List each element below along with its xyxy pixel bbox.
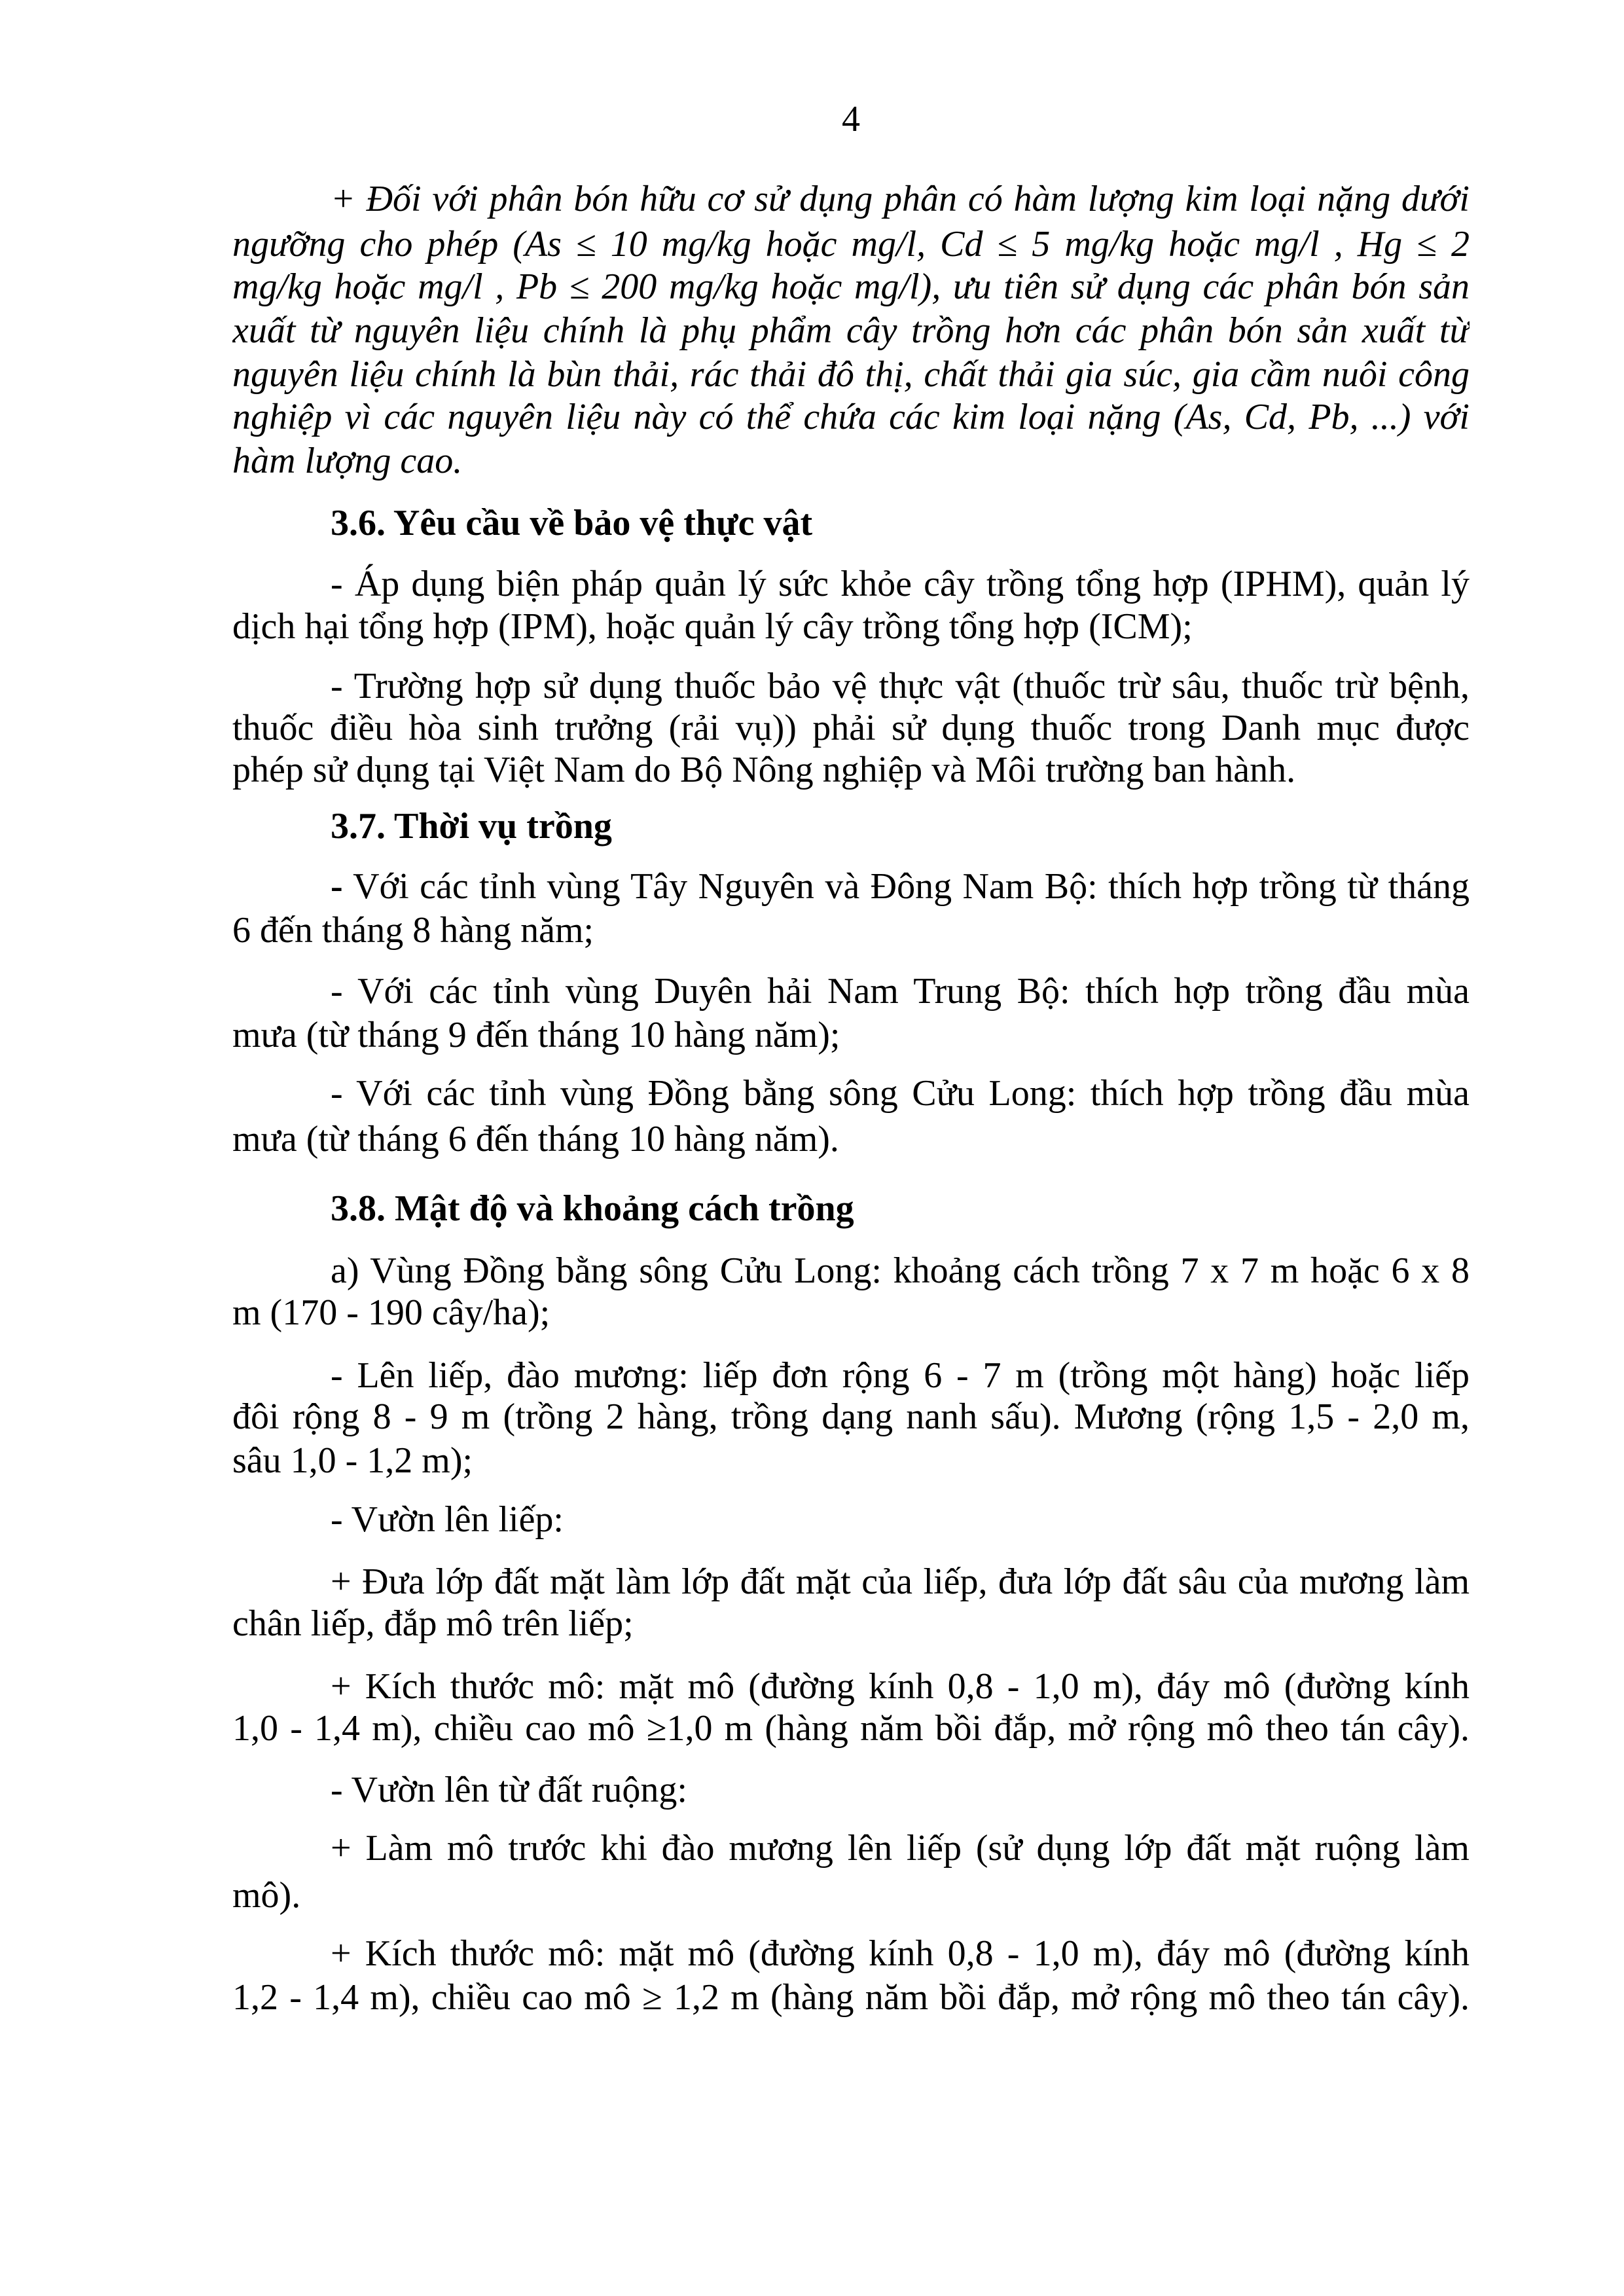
text-line: mg/kg hoặc mg/l , Pb ≤ 200 mg/kg hoặc mg/l), ưu tiên sử dụng các phân bón sản bbox=[232, 266, 1470, 307]
bold-dash: - bbox=[331, 866, 343, 907]
text-line: - Lên liếp, đào mương: liếp đơn rộng 6 - 7 m (trồng một hàng) hoặc liếp bbox=[331, 1355, 1470, 1396]
text-line: hàm lượng cao. bbox=[232, 441, 463, 481]
text-line: - Áp dụng biện pháp quản lý sức khỏe cây trồng tổng hợp (IPHM), quản lý bbox=[331, 564, 1470, 604]
text-line: 1,0 - 1,4 m), chiều cao mô ≥1,0 m (hàng năm bồi đắp, mở rộng mô theo tán cây). bbox=[232, 1708, 1470, 1749]
text-line-rest: Với các tỉnh vùng Tây Nguyên và Đông Nam Bộ: thích hợp trồng từ tháng bbox=[342, 866, 1470, 907]
text-line: 1,2 - 1,4 m), chiều cao mô ≥ 1,2 m (hàng năm bồi đắp, mở rộng mô theo tán cây). bbox=[232, 1977, 1470, 2018]
text-line: mưa (từ tháng 6 đến tháng 10 hàng năm). bbox=[232, 1119, 839, 1159]
paragraph-paddy-garden: - Vườn lên từ đất ruộng: bbox=[331, 1770, 687, 1810]
text-line: - Với các tỉnh vùng Đồng bằng sông Cửu Long: thích hợp trồng đầu mùa bbox=[331, 1073, 1470, 1114]
text-line: ngưỡng cho phép (As ≤ 10 mg/kg hoặc mg/l, Cd ≤ 5 mg/kg hoặc mg/l , Hg ≤ 2 bbox=[232, 224, 1470, 264]
text-line: 6 đến tháng 8 hàng năm; bbox=[232, 910, 594, 951]
text-line: + Đối với phân bón hữu cơ sử dụng phân có hàm lượng kim loại nặng dưới bbox=[331, 179, 1470, 219]
text-line: nguyên liệu chính là bùn thải, rác thải đô thị, chất thải gia súc, gia cầm nuôi công bbox=[232, 354, 1470, 395]
text-line bbox=[331, 865, 1470, 908]
text-line: chân liếp, đắp mô trên liếp; bbox=[232, 1603, 634, 1644]
text-line: nghiệp vì các nguyên liệu này có thể chứa các kim loại nặng (As, Cd, Pb, ...) với bbox=[232, 397, 1470, 437]
text-line: + Làm mô trước khi đào mương lên liếp (sử dụng lớp đất mặt ruộng làm bbox=[331, 1828, 1470, 1868]
text-line: xuất từ nguyên liệu chính là phụ phẩm cây trồng hơn các phân bón sản xuất từ bbox=[232, 310, 1470, 351]
page-number: 4 bbox=[842, 99, 860, 139]
text-line: đôi rộng 8 - 9 m (trồng 2 hàng, trồng dạng nanh sấu). Mương (rộng 1,5 - 2,0 m, bbox=[232, 1396, 1470, 1437]
text-line: mưa (từ tháng 9 đến tháng 10 hàng năm); bbox=[232, 1015, 840, 1055]
text-line: thuốc điều hòa sinh trưởng (rải vụ)) phải sử dụng thuốc trong Danh mục được bbox=[232, 708, 1470, 748]
text-line: phép sử dụng tại Việt Nam do Bộ Nông nghiệp và Môi trường ban hành. bbox=[232, 750, 1296, 790]
section-heading-3-7: 3.7. Thời vụ trồng bbox=[331, 806, 612, 847]
text-line: dịch hại tổng hợp (IPM), hoặc quản lý cây trồng tổng hợp (ICM); bbox=[232, 606, 1193, 647]
text-line: + Kích thước mô: mặt mô (đường kính 0,8 - 1,0 m), đáy mô (đường kính bbox=[331, 1666, 1470, 1707]
text-line: m (170 - 190 cây/ha); bbox=[232, 1292, 550, 1333]
text-line: mô). bbox=[232, 1875, 301, 1916]
text-line: sâu 1,0 - 1,2 m); bbox=[232, 1440, 473, 1481]
text-line: + Đưa lớp đất mặt làm lớp đất mặt của liếp, đưa lớp đất sâu của mương làm bbox=[331, 1561, 1470, 1602]
section-heading-3-8: 3.8. Mật độ và khoảng cách trồng bbox=[331, 1188, 854, 1229]
section-heading-3-6: 3.6. Yêu cầu về bảo vệ thực vật bbox=[331, 503, 813, 543]
text-line: a) Vùng Đồng bằng sông Cửu Long: khoảng cách trồng 7 x 7 m hoặc 6 x 8 bbox=[331, 1250, 1470, 1291]
paragraph-raised-bed-garden: - Vườn lên liếp: bbox=[331, 1499, 564, 1540]
text-line: + Kích thước mô: mặt mô (đường kính 0,8 - 1,0 m), đáy mô (đường kính bbox=[331, 1933, 1470, 1974]
text-line: - Với các tỉnh vùng Duyên hải Nam Trung Bộ: thích hợp trồng đầu mùa bbox=[331, 971, 1470, 1011]
text-line: - Trường hợp sử dụng thuốc bảo vệ thực vật (thuốc trừ sâu, thuốc trừ bệnh, bbox=[331, 666, 1470, 706]
